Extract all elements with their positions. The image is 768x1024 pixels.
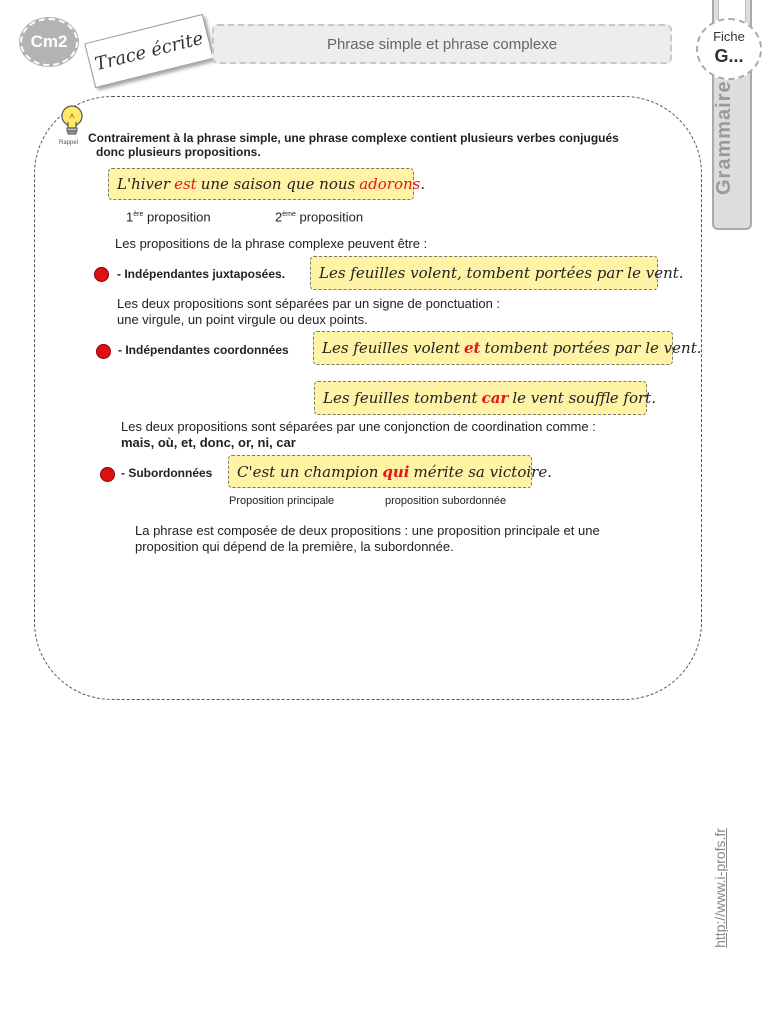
fiche-label: Fiche <box>713 29 745 44</box>
coordonnees-ex2-a: Les feuilles tombent <box>323 389 478 407</box>
intro-text <box>88 131 678 159</box>
subordonnees-explain <box>135 523 600 555</box>
proposition-label-1 <box>126 207 211 225</box>
subordonnees-example-box <box>228 455 552 488</box>
coordonnees-conjunction-list: mais, où, et, donc, or, ni, car <box>121 435 296 450</box>
intro-line-1: Contrairement à la phrase simple, une phrase complexe contient plusieurs verbes conjugués <box>88 131 619 145</box>
subordonnee-label: proposition subordonnée <box>385 495 507 507</box>
subordonnees-ex-rel: qui <box>382 462 410 481</box>
subordonnees-explain-1: La phrase est composée de deux propositions : une proposition principale et une <box>135 523 600 538</box>
subordonnees-label: - Subordonnées <box>121 466 213 480</box>
bullet-dot <box>96 344 111 359</box>
prop1-sup: ère <box>133 211 144 218</box>
juxtaposees-explain-1: Les deux propositions sont séparées par un signe de ponctuation : <box>117 296 501 311</box>
level-badge: Cm2 <box>20 18 78 66</box>
intro-line-2: donc plusieurs propositions. <box>96 145 261 159</box>
example1-part2: une saison que nous <box>200 175 356 193</box>
subordonnees-ex-b: mérite sa victoire. <box>413 462 552 481</box>
propositions-intro: Les propositions de la phrase complexe peuvent être : <box>115 236 428 251</box>
subject-label: Grammaire <box>713 80 735 195</box>
page-title: Phrase simple et phrase complexe <box>212 24 672 64</box>
lightbulb-icon <box>60 104 84 140</box>
prop1-text: proposition <box>143 209 211 225</box>
juxtaposees-label: - Indépendantes juxtaposées. <box>117 267 286 281</box>
juxtaposees-explain-2: une virgule, un point virgule ou deux points. <box>117 312 368 327</box>
coordonnees-example-box-1 <box>313 331 702 365</box>
coordonnees-ex2-conj: car <box>481 389 509 407</box>
example-simple-box <box>108 168 426 200</box>
coordonnees-ex1-a: Les feuilles volent <box>322 339 460 357</box>
example1-verb2: adorons <box>359 175 421 193</box>
juxtaposees-explain <box>117 296 500 328</box>
example1-part3: . <box>420 175 426 193</box>
prop2-text: proposition <box>295 209 364 225</box>
subordonnees-explain-2: proposition qui dépend de la première, la subordonnée. <box>135 539 454 554</box>
coordonnees-explain <box>121 419 596 451</box>
fiche-code: G... <box>714 46 744 66</box>
subordonnees-ex-a: C'est un champion <box>237 462 379 481</box>
bullet-dot <box>100 467 115 482</box>
prop2-number: 2 <box>275 209 283 225</box>
example1-part1: L'hiver <box>117 175 171 193</box>
trace-ecrite-label: Trace écrite <box>84 14 214 88</box>
juxtaposees-example: Les feuilles volent, tombent portées par le vent. <box>319 264 684 282</box>
rappel-label: Rappel <box>59 140 79 146</box>
fiche-badge <box>696 18 762 80</box>
coordonnees-ex1-b: tombent portées par le vent. <box>484 339 702 357</box>
bullet-dot <box>94 267 109 282</box>
example1-verb1: est <box>174 175 197 193</box>
principale-label: Proposition principale <box>229 495 335 507</box>
prop2-sup: ème <box>282 211 296 218</box>
juxtaposees-example-box <box>310 256 684 290</box>
proposition-label-2 <box>275 207 363 225</box>
coordonnees-ex2-b: le vent souffle fort. <box>512 389 656 407</box>
coordonnees-label: - Indépendantes coordonnées <box>118 343 289 357</box>
coordonnees-example-box-2 <box>314 381 656 415</box>
prop1-number: 1 <box>126 209 134 225</box>
footer-link[interactable]: http://www.i-profs.fr <box>712 828 728 948</box>
coordonnees-explain-1: Les deux propositions sont séparées par une conjonction de coordination comme : <box>121 419 596 434</box>
coordonnees-ex1-conj: et <box>464 339 481 357</box>
